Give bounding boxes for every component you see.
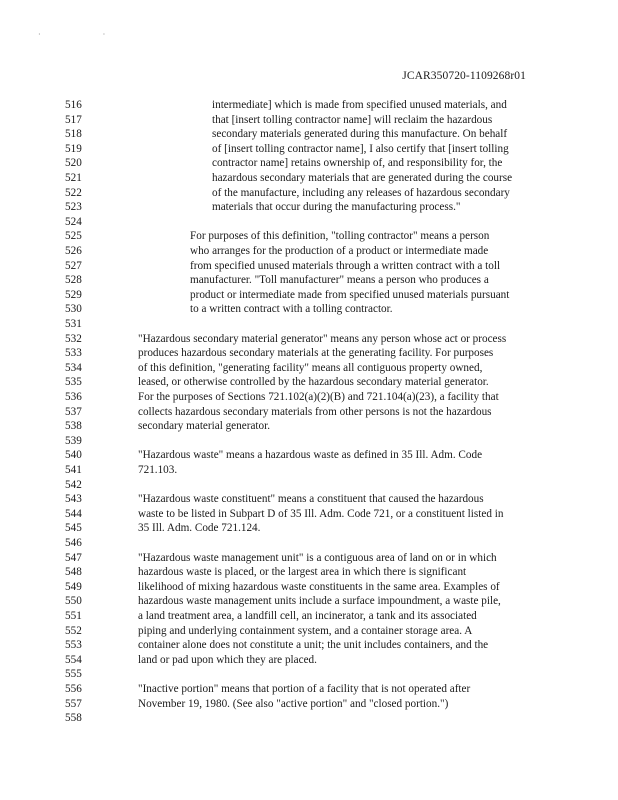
line-number: 532 — [65, 332, 82, 345]
document-line — [0, 317, 618, 332]
line-text: secondary material generator. — [138, 420, 271, 433]
line-number: 554 — [65, 653, 82, 666]
document-line — [0, 594, 618, 609]
document-line — [0, 507, 618, 522]
line-number: 541 — [65, 464, 82, 476]
line-text: intermediate] which is made from specified unused materials, and — [212, 99, 507, 111]
document-line — [0, 288, 618, 303]
line-number: 535 — [65, 376, 82, 389]
line-number: 558 — [65, 712, 82, 725]
line-text: "Inactive portion" means that portion of a facility that is not operated after — [138, 683, 471, 695]
document-line — [0, 697, 618, 712]
line-text: manufacturer. "Toll manufacturer" means a person who produces a — [190, 274, 489, 287]
line-number: 543 — [65, 493, 82, 506]
document-line — [0, 127, 618, 142]
document-line — [0, 98, 618, 113]
line-number: 556 — [65, 683, 82, 695]
document-line — [0, 200, 618, 215]
line-text: November 19, 1980. (See also "active portion" and "closed portion.") — [138, 697, 449, 710]
line-text: product or intermediate made from specified unused materials pursuant — [190, 288, 510, 301]
document-line — [0, 259, 618, 274]
document-line — [0, 419, 618, 434]
document-line — [0, 405, 618, 420]
line-text: hazardous waste management units include a surface impoundment, a waste pile, — [138, 595, 501, 608]
document-line — [0, 302, 618, 317]
line-number: 545 — [65, 522, 82, 535]
line-number: 540 — [65, 449, 82, 462]
document-line — [0, 565, 618, 580]
line-number: 553 — [65, 639, 82, 652]
document-line — [0, 580, 618, 595]
line-text: leased, or otherwise controlled by the hazardous secondary material generator. — [138, 376, 489, 389]
document-line — [0, 463, 618, 478]
document-line — [0, 142, 618, 157]
line-number: 516 — [65, 99, 82, 111]
line-number: 550 — [65, 595, 82, 608]
line-number: 529 — [65, 288, 82, 301]
document-line — [0, 215, 618, 230]
line-text: of [insert tolling contractor name], I also certify that [insert tolling — [212, 142, 509, 155]
line-text: container alone does not constitute a unit; the unit includes containers, and the — [138, 639, 489, 652]
document-line — [0, 638, 618, 653]
line-text: from specified unused materials through a written contract with a toll — [190, 259, 501, 272]
line-text: hazardous waste is placed, or the largest area in which there is significant — [138, 566, 467, 579]
line-text: materials that occur during the manufacturing process." — [212, 201, 461, 214]
line-text: contractor name] retains ownership of, and responsibility for, the — [212, 157, 503, 170]
line-text: who arranges for the production of a product or intermediate made — [190, 245, 489, 257]
line-number: 548 — [65, 566, 82, 579]
line-number: 536 — [65, 391, 82, 403]
document-line — [0, 667, 618, 682]
document-line — [0, 186, 618, 201]
line-number: 518 — [65, 128, 82, 141]
line-text: "Hazardous waste constituent" means a constituent that caused the hazardous — [138, 493, 484, 506]
line-number: 517 — [65, 113, 82, 126]
document-line — [0, 229, 618, 244]
line-number: 547 — [65, 551, 82, 564]
line-text: "Hazardous waste" means a hazardous waste as defined in 35 Ill. Adm. Code — [138, 449, 483, 462]
line-number: 521 — [65, 172, 82, 184]
line-number: 551 — [65, 610, 82, 622]
line-number: 525 — [65, 230, 82, 243]
line-number: 537 — [65, 405, 82, 418]
document-line — [0, 156, 618, 171]
line-text: of this definition, "generating facility" means all contiguous property owned, — [138, 361, 483, 374]
document-line — [0, 244, 618, 259]
line-text: For the purposes of Sections 721.102(a)(2)(B) and 721.104(a)(23), a facility that — [138, 391, 499, 403]
line-number: 531 — [65, 318, 82, 330]
line-number: 552 — [65, 624, 82, 637]
document-line — [0, 551, 618, 566]
line-text: "Hazardous waste management unit" is a contiguous area of land on or in which — [138, 551, 497, 564]
document-line — [0, 346, 618, 361]
line-text: land or pad upon which they are placed. — [138, 653, 317, 666]
line-text: likelihood of mixing hazardous waste constituents in the same area. Examples of — [138, 580, 500, 593]
document-line — [0, 273, 618, 288]
line-text: "Hazardous secondary material generator" means any person whose act or process — [138, 332, 507, 345]
line-number: 557 — [65, 697, 82, 710]
line-number: 539 — [65, 434, 82, 447]
document-line — [0, 521, 618, 536]
line-number: 519 — [65, 142, 82, 155]
scan-artifact-dots: · · — [38, 30, 136, 39]
line-number: 523 — [65, 201, 82, 214]
line-text: 35 Ill. Adm. Code 721.124. — [138, 522, 261, 535]
line-number: 530 — [65, 303, 82, 316]
document-line — [0, 711, 618, 726]
line-text: that [insert tolling contractor name] will reclaim the hazardous — [212, 113, 493, 126]
document-line — [0, 332, 618, 347]
line-text: piping and underlying containment system, and a container storage area. A — [138, 624, 473, 637]
document-line — [0, 375, 618, 390]
document-line — [0, 492, 618, 507]
document-line — [0, 361, 618, 376]
line-text: waste to be listed in Subpart D of 35 Ill. Adm. Code 721, or a constituent listed in — [138, 507, 504, 520]
document-line — [0, 113, 618, 128]
document-line — [0, 609, 618, 624]
line-number: 524 — [65, 215, 82, 228]
line-number: 544 — [65, 507, 82, 520]
line-text: to a written contract with a tolling contractor. — [190, 303, 393, 316]
line-number: 533 — [65, 347, 82, 360]
line-number: 526 — [65, 245, 82, 257]
line-number: 538 — [65, 420, 82, 433]
document-line — [0, 434, 618, 449]
document-line — [0, 624, 618, 639]
document-line — [0, 390, 618, 405]
line-number: 542 — [65, 478, 82, 491]
line-number: 534 — [65, 361, 82, 374]
line-text: produces hazardous secondary materials at the generating facility. For purposes — [138, 347, 494, 360]
document-line — [0, 682, 618, 697]
line-text: secondary materials generated during this manufacture. On behalf — [212, 128, 508, 141]
document-line — [0, 653, 618, 668]
line-number: 555 — [65, 668, 82, 681]
document-line — [0, 171, 618, 186]
line-text: hazardous secondary materials that are generated during the course — [212, 172, 513, 184]
line-text: of the manufacture, including any releases of hazardous secondary — [212, 186, 510, 199]
document-line — [0, 448, 618, 463]
line-number: 528 — [65, 274, 82, 287]
line-number: 546 — [65, 537, 82, 549]
line-number: 549 — [65, 580, 82, 593]
line-text: collects hazardous secondary materials from other persons is not the hazardous — [138, 405, 492, 418]
document-code: JCAR350720-1109268r01 — [402, 70, 526, 82]
line-text: a land treatment area, a landfill cell, an incinerator, a tank and its associated — [138, 610, 477, 622]
line-text: For purposes of this definition, "tolling contractor" means a person — [190, 230, 490, 243]
line-text: 721.103. — [138, 464, 178, 476]
document-line — [0, 536, 618, 551]
line-number: 522 — [65, 186, 82, 199]
document-line — [0, 478, 618, 493]
line-number: 527 — [65, 259, 82, 272]
line-number: 520 — [65, 157, 82, 170]
